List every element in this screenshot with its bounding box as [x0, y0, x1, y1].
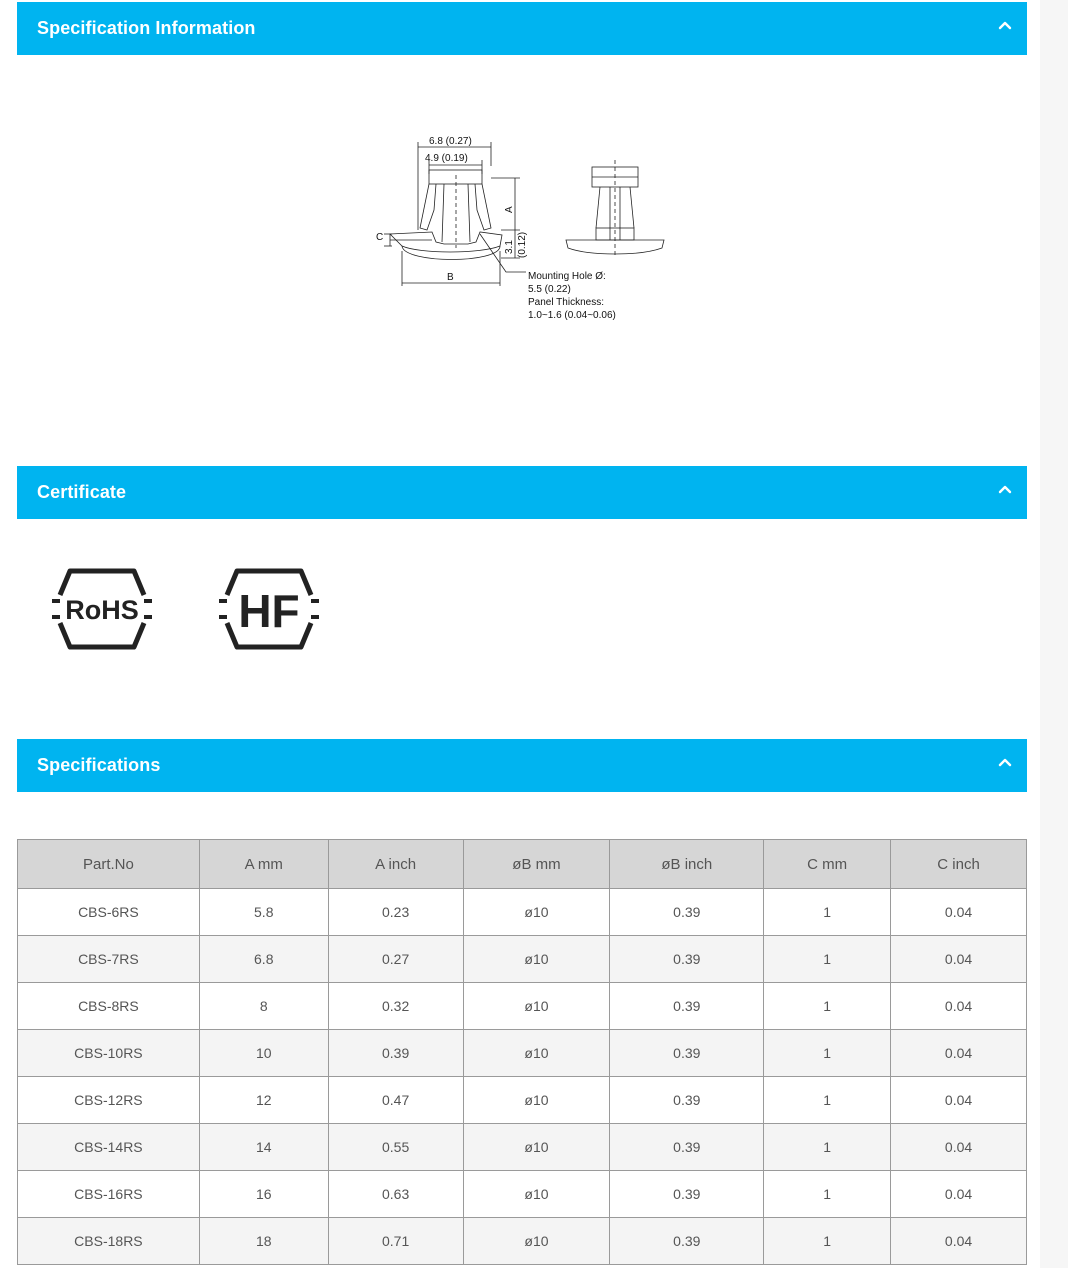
table-row	[18, 1030, 1027, 1077]
cell-b-mm: ø10	[463, 936, 610, 983]
cell-a-mm: 18	[199, 1218, 328, 1265]
cell-c-inch: 0.04	[891, 1218, 1027, 1265]
cell-c-mm: 1	[764, 1124, 891, 1171]
cell-a-inch: 0.27	[328, 936, 463, 983]
cell-b-mm: ø10	[463, 1077, 610, 1124]
col-header-c-mm: C mm	[764, 840, 891, 889]
cell-a-inch: 0.63	[328, 1171, 463, 1218]
cell-c-inch: 0.04	[891, 1124, 1027, 1171]
cell-part-no: CBS-18RS	[18, 1218, 200, 1265]
certificate-header[interactable]	[17, 466, 1027, 519]
cell-b-mm: ø10	[463, 1124, 610, 1171]
col-header-a-inch: A inch	[328, 840, 463, 889]
technical-drawing	[370, 130, 670, 330]
cell-a-mm: 10	[199, 1030, 328, 1077]
cell-a-mm: 14	[199, 1124, 328, 1171]
dim-label-a: A	[504, 206, 515, 213]
cell-b-mm: ø10	[463, 1171, 610, 1218]
cell-a-inch: 0.55	[328, 1124, 463, 1171]
drawing-note-1: Mounting Hole Ø:	[528, 271, 606, 282]
cell-part-no: CBS-12RS	[18, 1077, 200, 1124]
dim-label-c: C	[376, 232, 384, 243]
col-header-a-mm: A mm	[199, 840, 328, 889]
cell-part-no: CBS-16RS	[18, 1171, 200, 1218]
chevron-up-icon[interactable]	[997, 754, 1013, 770]
cell-b-inch: 0.39	[610, 1218, 764, 1265]
cell-a-mm: 5.8	[199, 889, 328, 936]
cell-c-inch: 0.04	[891, 1171, 1027, 1218]
col-header-c-inch: C inch	[891, 840, 1027, 889]
cell-part-no: CBS-6RS	[18, 889, 200, 936]
specifications-title: Specifications	[37, 755, 161, 775]
spec-info-header[interactable]	[17, 2, 1027, 55]
dim-label-b: B	[447, 272, 454, 283]
hf-label: HF	[238, 585, 300, 637]
drawing-note-2: 5.5 (0.22)	[528, 284, 571, 295]
cell-c-inch: 0.04	[891, 889, 1027, 936]
table-header-row	[18, 840, 1027, 889]
page-scrollbar[interactable]	[1040, 0, 1068, 1268]
cell-c-mm: 1	[764, 983, 891, 1030]
dim-side-1: 3.1	[504, 240, 515, 254]
cell-a-inch: 0.47	[328, 1077, 463, 1124]
col-header-part-no: Part.No	[18, 840, 200, 889]
cell-c-inch: 0.04	[891, 1030, 1027, 1077]
cell-b-inch: 0.39	[610, 983, 764, 1030]
cell-c-mm: 1	[764, 1218, 891, 1265]
hf-certificate-icon	[217, 565, 321, 653]
cell-c-inch: 0.04	[891, 983, 1027, 1030]
cell-b-mm: ø10	[463, 983, 610, 1030]
cell-a-inch: 0.23	[328, 889, 463, 936]
cell-part-no: CBS-14RS	[18, 1124, 200, 1171]
cell-b-inch: 0.39	[610, 1171, 764, 1218]
drawing-note-3: Panel Thickness:	[528, 297, 604, 308]
col-header-b-inch: øB inch	[610, 840, 764, 889]
table-row	[18, 889, 1027, 936]
drawing-note-4: 1.0~1.6 (0.04~0.06)	[528, 310, 616, 321]
table-row	[18, 1171, 1027, 1218]
cell-b-inch: 0.39	[610, 936, 764, 983]
rohs-certificate-icon	[50, 565, 154, 653]
dim-top-inner: 4.9 (0.19)	[425, 153, 468, 164]
dim-top-outer: 6.8 (0.27)	[429, 136, 472, 147]
chevron-up-icon[interactable]	[997, 481, 1013, 497]
cell-c-mm: 1	[764, 1171, 891, 1218]
cell-c-inch: 0.04	[891, 1077, 1027, 1124]
col-header-b-mm: øB mm	[463, 840, 610, 889]
table-row	[18, 1124, 1027, 1171]
cell-c-mm: 1	[764, 1030, 891, 1077]
cell-c-mm: 1	[764, 936, 891, 983]
cell-b-inch: 0.39	[610, 889, 764, 936]
cell-c-inch: 0.04	[891, 936, 1027, 983]
table-row	[18, 1218, 1027, 1265]
table-row	[18, 936, 1027, 983]
specifications-table	[17, 839, 1027, 1265]
cell-c-mm: 1	[764, 1077, 891, 1124]
specifications-header[interactable]	[17, 739, 1027, 792]
certificate-title: Certificate	[37, 482, 127, 502]
cell-b-inch: 0.39	[610, 1030, 764, 1077]
cell-b-inch: 0.39	[610, 1124, 764, 1171]
cell-a-inch: 0.39	[328, 1030, 463, 1077]
cell-part-no: CBS-7RS	[18, 936, 200, 983]
cell-a-mm: 16	[199, 1171, 328, 1218]
cell-c-mm: 1	[764, 889, 891, 936]
cell-b-mm: ø10	[463, 1218, 610, 1265]
cell-part-no: CBS-8RS	[18, 983, 200, 1030]
cell-a-mm: 8	[199, 983, 328, 1030]
table-row	[18, 983, 1027, 1030]
cell-a-mm: 12	[199, 1077, 328, 1124]
cell-a-inch: 0.32	[328, 983, 463, 1030]
cell-b-inch: 0.39	[610, 1077, 764, 1124]
cell-part-no: CBS-10RS	[18, 1030, 200, 1077]
cell-b-mm: ø10	[463, 889, 610, 936]
table-row	[18, 1077, 1027, 1124]
rohs-label: RoHS	[65, 595, 139, 625]
spec-info-title: Specification Information	[37, 18, 256, 38]
cell-a-mm: 6.8	[199, 936, 328, 983]
cell-a-inch: 0.71	[328, 1218, 463, 1265]
chevron-up-icon[interactable]	[997, 17, 1013, 33]
dim-side-2: (0.12)	[517, 231, 528, 258]
cell-b-mm: ø10	[463, 1030, 610, 1077]
